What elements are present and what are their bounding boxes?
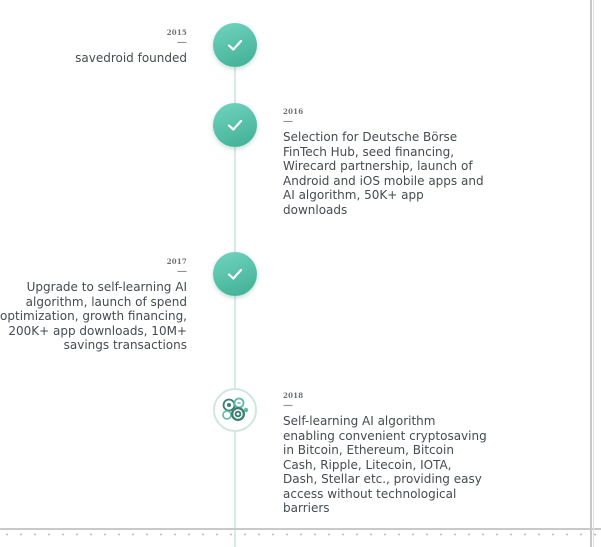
milestone-2018 xyxy=(283,391,488,516)
milestone-text: savedroid founded xyxy=(75,51,187,65)
bottom-dot-strip xyxy=(0,533,601,536)
check-icon xyxy=(225,35,245,55)
milestone-year: 2017 xyxy=(166,257,187,266)
milestone-year: 2018 xyxy=(283,391,304,400)
check-icon xyxy=(225,115,245,135)
milestone-2015 xyxy=(7,28,187,66)
milestone-dash: — xyxy=(283,116,293,127)
milestone-dash: — xyxy=(177,266,187,277)
check-icon xyxy=(225,264,245,284)
right-edge-border-inner xyxy=(593,0,594,547)
bottom-divider xyxy=(0,528,601,530)
milestone-badge-2018 xyxy=(213,388,257,432)
milestone-year: 2015 xyxy=(166,28,187,37)
right-edge-border xyxy=(590,0,592,547)
milestone-text: Selection for Deutsche Börse FinTech Hub, seed financing, Wirecard partnership, launch of Android and iOS mobile apps and AI algorithm, 50K+ app downloads xyxy=(283,130,484,217)
crypto-coins-icon xyxy=(219,394,251,426)
milestone-text: Self-learning AI algorithm enabling convenient cryptosaving in Bitcoin, Ethereum, Bitcoin Cash, Ripple, Litecoin, IOTA, Dash, Stellar etc., providing easy access without technological barriers xyxy=(283,414,487,515)
milestone-text: Upgrade to self-learning AI algorithm, launch of spend optimization, growth financing, 200K+ app downloads, 10M+ savings transactions xyxy=(0,280,187,352)
milestone-badge-2017 xyxy=(213,252,257,296)
milestone-dash: — xyxy=(177,37,187,48)
milestone-badge-2016 xyxy=(213,103,257,147)
milestone-badge-2015 xyxy=(213,23,257,67)
milestone-2017 xyxy=(0,257,187,353)
milestone-2016 xyxy=(283,107,488,217)
milestone-year: 2016 xyxy=(283,107,304,116)
milestone-dash: — xyxy=(283,400,293,411)
